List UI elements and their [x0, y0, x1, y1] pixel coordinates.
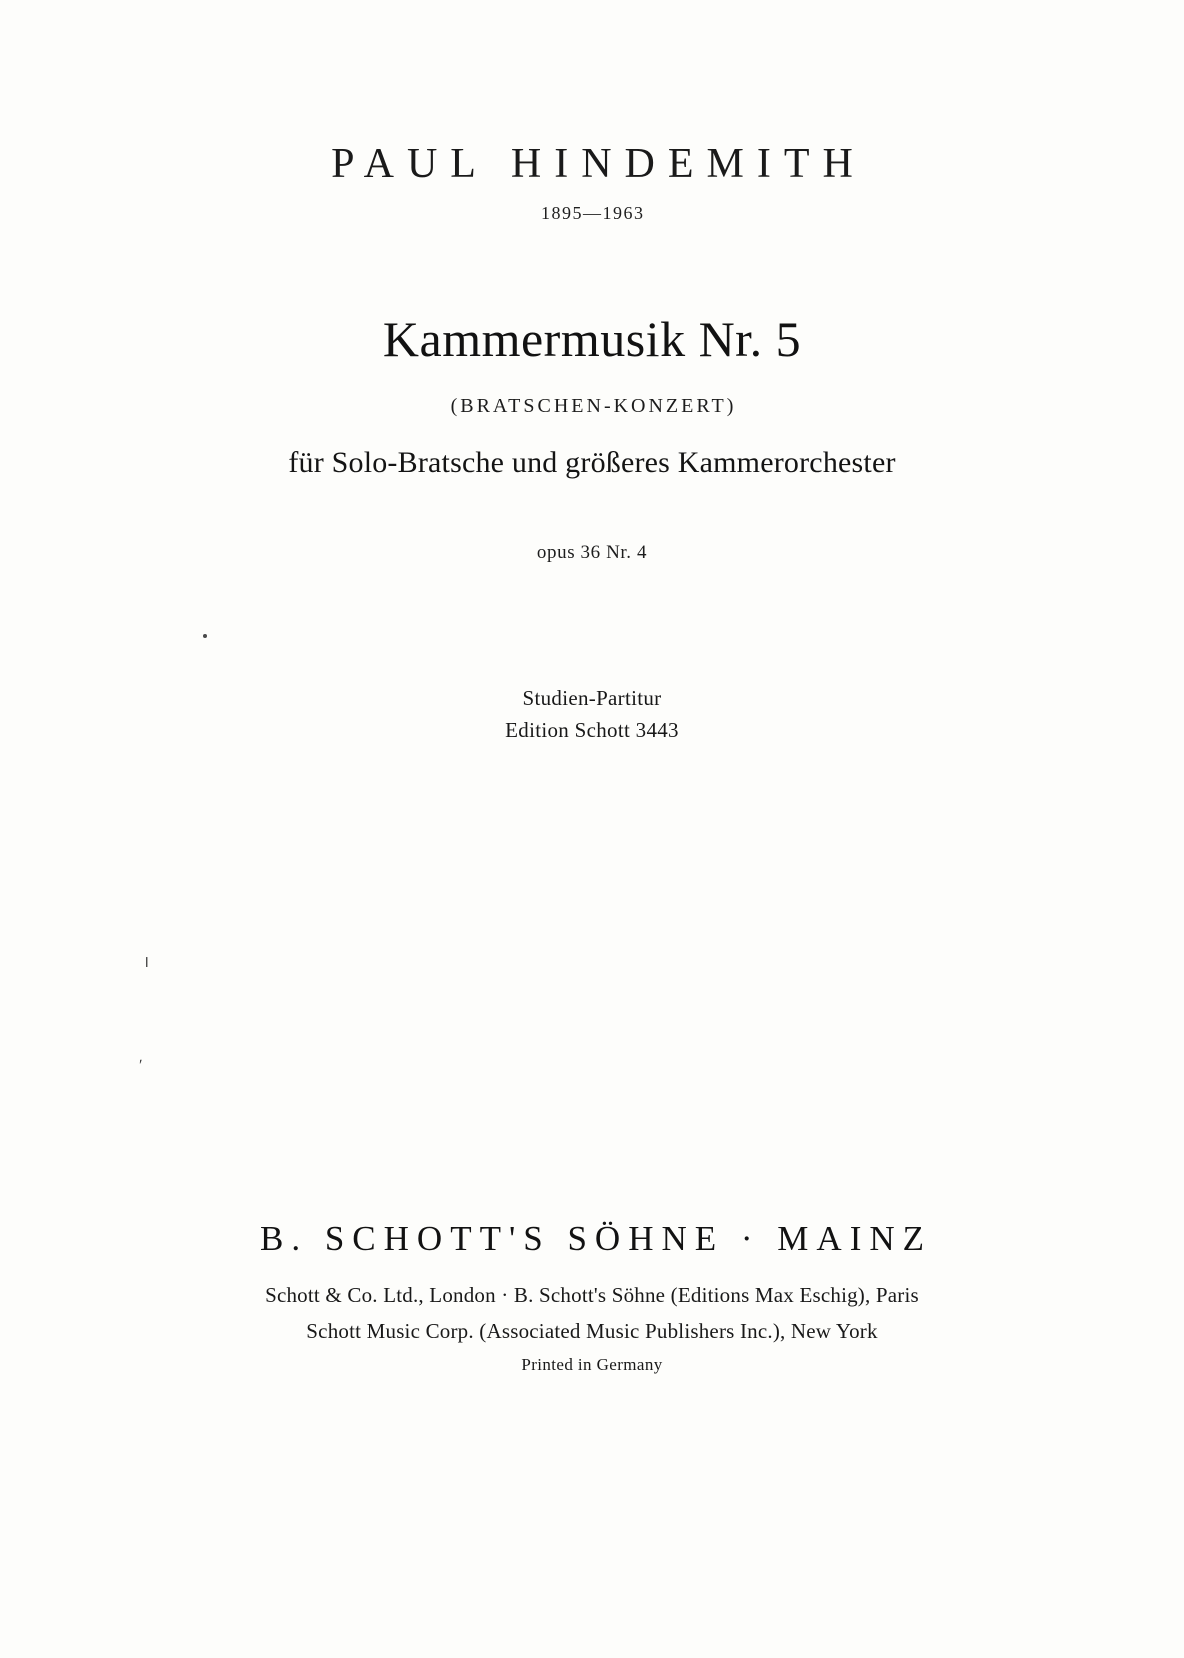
edition-format: Studien-Partitur — [522, 686, 662, 710]
composer-name: PAUL HINDEMITH — [331, 141, 866, 187]
work-title: Kammermusik Nr. 5 — [382, 311, 802, 367]
edition-number: Edition Schott 3443 — [505, 718, 679, 742]
work-subtitle: (BRATSCHEN-KONZERT) — [450, 395, 737, 417]
scan-artifact-mark-1: । — [143, 954, 150, 971]
opus-number: opus 36 Nr. 4 — [536, 542, 648, 563]
publisher-name: B. SCHOTT'S SÖHNE · MAINZ — [259, 1219, 933, 1258]
printed-in-line: Printed in Germany — [521, 1355, 663, 1374]
publisher-branch-line-1: Schott & Co. Ltd., London · B. Schott's Söhne (Editions Max Eschig), Paris — [265, 1283, 919, 1307]
publisher-branch-line-2: Schott Music Corp. (Associated Music Publishers Inc.), New York — [306, 1319, 878, 1343]
scan-artifact-mark-2: ʹ — [139, 1057, 143, 1074]
composer-dates: 1895—1963 — [541, 203, 645, 223]
scan-artifact-dot — [203, 634, 207, 638]
instrumentation-line: für Solo-Bratsche und größeres Kammerorchester — [288, 446, 896, 479]
